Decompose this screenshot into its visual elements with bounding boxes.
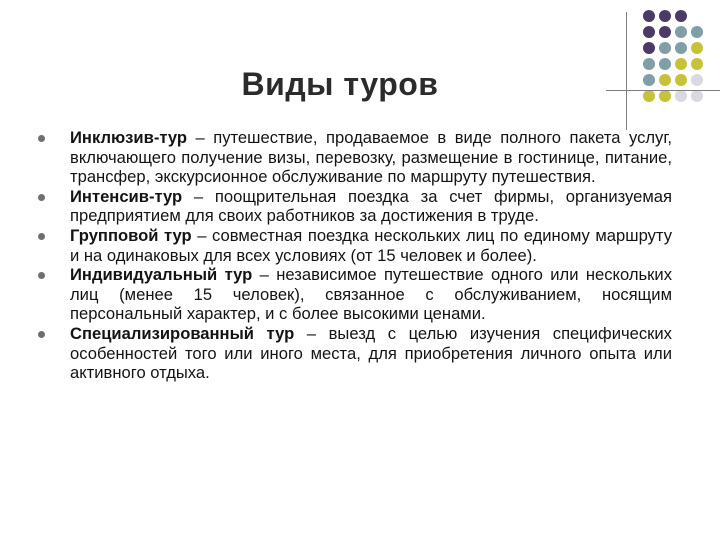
term-description: – совместная поездка нескольких лиц по единому маршруту и на одинаковых для всех условиях (от 15 человек и более). [70,225,672,265]
decorative-dot-grid [641,8,719,108]
dot-icon [659,90,671,102]
dot-icon [691,42,703,54]
list-item-text [70,187,672,226]
dot-icon [675,10,687,22]
dot-icon [675,90,687,102]
dot-icon [659,58,671,70]
dot-icon [659,74,671,86]
dot-icon [659,42,671,54]
bullet-icon [38,331,45,338]
term-label: Интенсив-тур [70,186,183,206]
dot-icon [659,26,671,38]
list-item [38,265,672,324]
dot-icon [691,74,703,86]
bullet-icon [38,194,45,201]
bullet-list [38,128,672,383]
dot-icon [691,90,703,102]
term-description: – путешествие, продаваемое в виде полного пакета услуг, включающего получение визы, перевозку, размещение в гостинице, питание, трансфер, экскурсионное обслуживание по маршруту путешествия. [70,128,672,187]
dot-icon [643,74,655,86]
list-item [38,324,672,383]
term-label: Групповой тур [70,225,192,245]
dot-icon [675,42,687,54]
list-item-text [70,226,672,265]
term-description: – выезд с целью изучения специфических особенностей того или иного места, для приобретения личного опыта или активного отдыха. [70,323,672,383]
dot-icon [643,26,655,38]
dot-icon [675,74,687,86]
term-label: Инклюзив-тур [70,128,188,147]
list-item [38,187,672,226]
list-item-text [70,128,672,187]
dot-icon [643,42,655,54]
list-item [38,226,672,265]
bullet-icon [38,135,45,142]
dot-icon [643,58,655,70]
list-item-text [70,324,672,383]
term-description: – поощрительная поездка за счет фирмы, организуемая предприятием для своих работников за достижения в труде. [70,186,672,226]
dot-icon [659,10,671,22]
horizontal-divider [606,90,720,91]
term-description: – независимое путешествие одного или нескольких лиц (менее 15 человек), связанное с обслуживанием, носящим персональный характер, и с более высокими ценами. [70,265,672,324]
list-item-text [70,265,672,324]
vertical-divider [626,12,627,130]
slide-title: Виды туров [241,66,439,102]
dot-icon [691,58,703,70]
bullet-icon [38,233,45,240]
list-item [38,128,672,187]
dot-icon [691,26,703,38]
dot-icon [643,90,655,102]
term-label: Индивидуальный тур [70,265,253,285]
dot-icon [643,10,655,22]
dot-icon [675,26,687,38]
term-label: Специализированный тур [70,323,295,343]
dot-icon [675,58,687,70]
bullet-icon [38,272,45,279]
